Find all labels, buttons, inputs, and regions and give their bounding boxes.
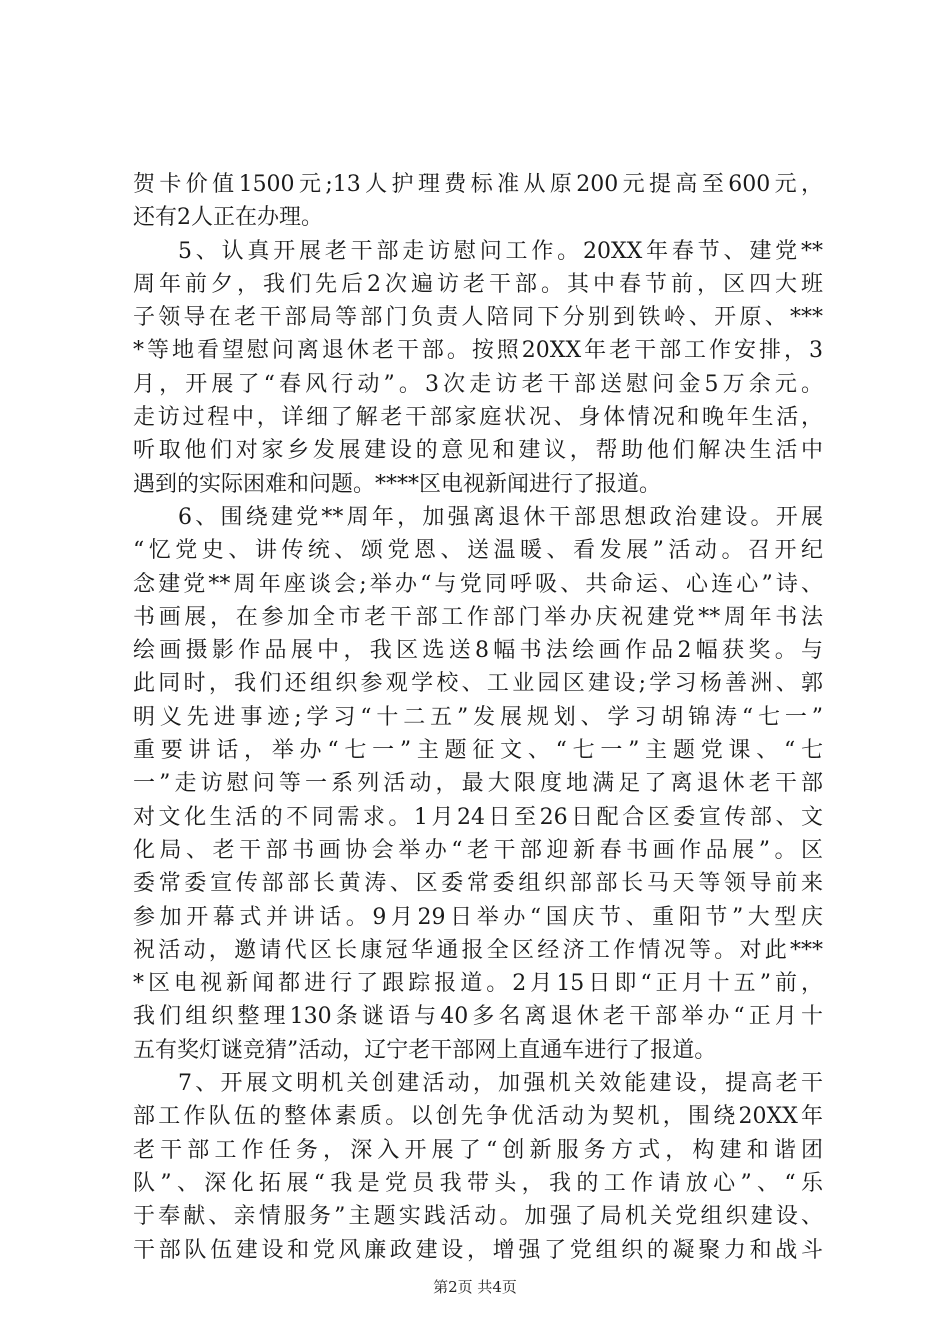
text-line: 月，开展了“春风行动”。3次走访老干部送慰问金5万余元。 bbox=[133, 371, 823, 397]
text-line: 部工作队伍的整体素质。以创先争优活动为契机，围绕20XX年 bbox=[133, 1104, 823, 1130]
text-line: 我们组织整理130条谜语与40多名离退休老干部举办“正月十 bbox=[133, 1004, 823, 1030]
text-line: 走访过程中，详细了解老干部家庭状况、身体情况和晚年生活， bbox=[133, 405, 823, 431]
text-line: 听取他们对家乡发展建设的意见和建议，帮助他们解决生活中 bbox=[133, 438, 823, 464]
text-line: 明义先进事迹;学习“十二五”发展规划、学习胡锦涛“七一” bbox=[133, 704, 823, 730]
text-line: 队”、深化拓展“我是党员我带头，我的工作请放心”、“乐 bbox=[133, 1170, 823, 1196]
page-footer: 第2页 共4页 bbox=[433, 1278, 517, 1296]
text-line: 遇到的实际困难和问题。****区电视新闻进行了报道。 bbox=[133, 471, 662, 497]
text-line: 祝活动，邀请代区长康冠华通报全区经济工作情况等。对此*** bbox=[133, 937, 823, 963]
text-line: 五有奖灯谜竞猜”活动，辽宁老干部网上直通车进行了报道。 bbox=[133, 1037, 717, 1063]
text-line: 参加开幕式并讲话。9月29日举办“国庆节、重阳节”大型庆 bbox=[133, 904, 823, 930]
text-line: 委常委宣传部部长黄涛、区委常委组织部部长马天等领导前来 bbox=[133, 871, 823, 897]
text-line: 一”走访慰问等一系列活动，最大限度地满足了离退休老干部 bbox=[133, 771, 823, 797]
text-line: 重要讲话，举办“七一”主题征文、“七一”主题党课、“七 bbox=[133, 738, 823, 764]
text-line: 还有2人正在办理。 bbox=[133, 205, 323, 231]
text-line: “忆党史、讲传统、颂党恩、送温暖、看发展”活动。召开纪 bbox=[133, 538, 823, 564]
text-line: 5、认真开展老干部走访慰问工作。20XX年春节、建党** bbox=[178, 238, 823, 264]
text-line: 6、围绕建党**周年，加强离退休干部思想政治建设。开展 bbox=[178, 504, 823, 530]
text-line: 7、开展文明机关创建活动，加强机关效能建设，提高老干 bbox=[178, 1071, 823, 1097]
text-line: 贺卡价值1500元;13人护理费标准从原200元提高至600元， bbox=[133, 172, 823, 197]
text-line: 书画展，在参加全市老干部工作部门举办庆祝建党**周年书法 bbox=[133, 604, 823, 630]
document-body bbox=[133, 168, 823, 1267]
text-line: *区电视新闻都进行了跟踪报道。2月15日即“正月十五”前， bbox=[133, 971, 823, 997]
text-line: 子领导在老干部局等部门负责人陪同下分别到铁岭、开原、*** bbox=[133, 305, 823, 331]
text-line: 干部队伍建设和党风廉政建设，增强了党组织的凝聚力和战斗 bbox=[133, 1237, 823, 1263]
text-line: 周年前夕，我们先后2次遍访老干部。其中春节前，区四大班 bbox=[133, 271, 823, 297]
text-line: 于奉献、亲情服务”主题实践活动。加强了局机关党组织建设、 bbox=[133, 1204, 823, 1230]
text-line: 老干部工作任务，深入开展了“创新服务方式，构建和谐团 bbox=[133, 1137, 823, 1163]
text-line: *等地看望慰问离退休老干部。按照20XX年老干部工作安排，3 bbox=[133, 338, 823, 364]
text-line: 念建党**周年座谈会;举办“与党同呼吸、共命运、心连心”诗、 bbox=[133, 571, 823, 597]
text-line: 此同时，我们还组织参观学校、工业园区建设;学习杨善洲、郭 bbox=[133, 671, 823, 697]
text-line: 化局、老干部书画协会举办“老干部迎新春书画作品展”。区 bbox=[133, 837, 823, 863]
text-line: 绘画摄影作品展中，我区选送8幅书法绘画作品2幅获奖。与 bbox=[133, 638, 823, 664]
text-line: 对文化生活的不同需求。1月24日至26日配合区委宣传部、文 bbox=[133, 804, 823, 830]
